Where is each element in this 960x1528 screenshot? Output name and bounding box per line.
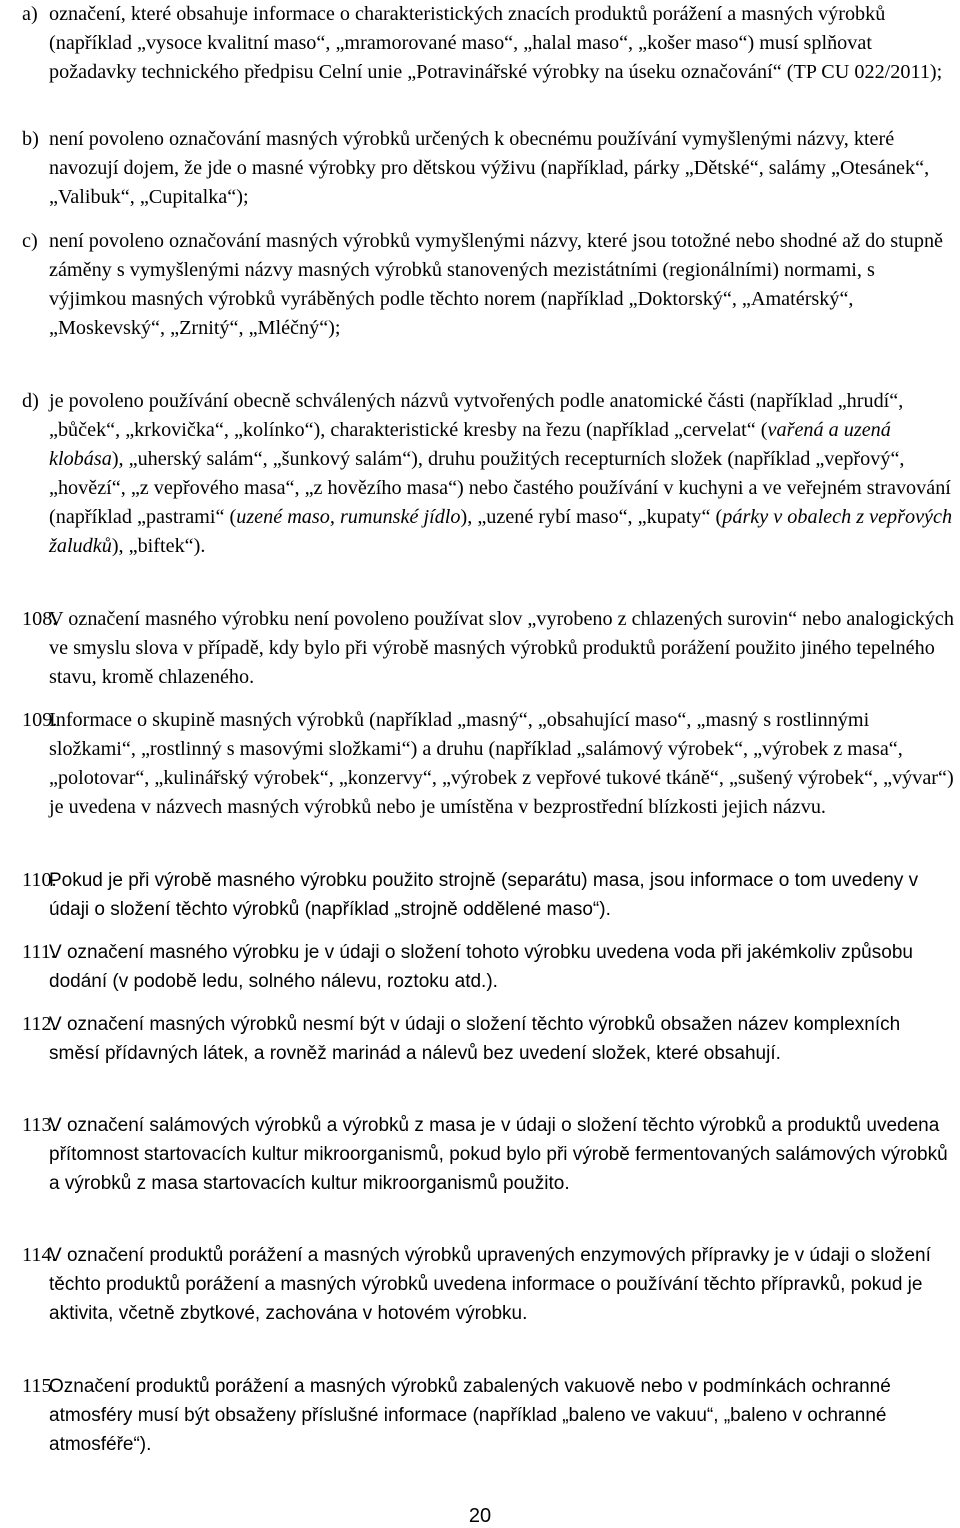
item-number: 112. bbox=[22, 1013, 57, 1035]
item-text: označení, které obsahuje informace o charakteristických znacích produktů porážení a masných výrobků (například „vysoce kvalitní maso“, „mramorované maso“, „halal maso“, „košer maso“) musí splňovat požadavky technického předpisu Celní unie „Potravinářské výrobky na úseku označování“ (TP CU 022/2011); bbox=[49, 3, 943, 84]
numbered-item-112 bbox=[22, 1010, 956, 1068]
item-label: b) bbox=[22, 128, 39, 150]
item-label: c) bbox=[22, 230, 38, 252]
numbered-item-110 bbox=[22, 866, 956, 924]
item-number: 108. bbox=[22, 608, 58, 630]
item-number: 111. bbox=[22, 941, 56, 963]
numbered-item-109 bbox=[22, 706, 956, 822]
item-number: 115. bbox=[22, 1375, 57, 1397]
text-segment: ), „biftek“). bbox=[111, 535, 206, 558]
numbered-item-111 bbox=[22, 938, 956, 996]
list-item-c bbox=[22, 227, 956, 343]
text-segment: ), „uzené rybí maso“, „kupaty“ ( bbox=[460, 506, 723, 529]
text-segment: je povoleno používání obecně schválených názvů vytvořených podle anatomické části (například „hrudí“, „bůček“, „krkovička“, „kolínko“), charakteristické kresby na řezu (například „cervelat“ ( bbox=[49, 390, 904, 442]
numbered-item-114 bbox=[22, 1241, 956, 1328]
text-segment: ), „uherský salám“, „šunkový salám“), druhu použitých recepturních složek (například „vepřový“, „hovězí“, „z vepřového masa“, „z hovězího masa“) nebo častého používání v kuchyni a ve veřejném stravování (například „pastrami“ ( bbox=[49, 448, 951, 529]
item-text: Pokud je při výrobě masného výrobku použito strojně (separátu) masa, jsou informace o tom uvedeny v údaji o složení těchto výrobků (například „strojně oddělené maso“). bbox=[49, 870, 919, 921]
item-number: 109. bbox=[22, 709, 58, 731]
item-text: V označení produktů porážení a masných výrobků upravených enzymových přípravky je v údaji o složení těchto produktů porážení a masných výrobků uvedena informace o používání těchto přípravků, pokud je aktivita, včetně zbytkové, zachována v hotovém výrobku. bbox=[49, 1245, 931, 1325]
item-text: V označení masného výrobku není povoleno používat slov „vyrobeno z chlazených surovin“ nebo analogických ve smyslu slova v případě, kdy bylo při výrobě masných výrobků produktů porážení použito jiného tepelného stavu, kromě chlazeného. bbox=[49, 608, 954, 689]
item-label: a) bbox=[22, 3, 38, 25]
numbered-item-113 bbox=[22, 1111, 956, 1198]
list-item-a bbox=[22, 0, 956, 87]
item-text: V označení masných výrobků nesmí být v údaji o složení těchto výrobků obsažen název komplexních směsí přídavných látek, a rovněž marinád a nálevů bez uvedení složek, které obsahují. bbox=[49, 1014, 901, 1065]
item-text: Informace o skupině masných výrobků (například „masný“, „obsahující maso“, „masný s rostlinnými složkami“, „rostlinný s masovými složkami“) a druhu (například „salámový výrobek“, „výrobek z masa“, „polotovar“, „kulinářský výrobek“, „konzervy“, „výrobek z vepřové tukové tkáně“, „sušený výrobek“, „vývar“) je uvedena v názvech masných výrobků nebo je umístěna v bezprostřední blízkosti jejich názvu. bbox=[49, 709, 954, 819]
item-label: d) bbox=[22, 390, 39, 412]
item-text: není povoleno označování masných výrobků určených k obecnému používání vymyšlenými názvy, které navozují dojem, že jde o masné výrobky pro dětskou výživu (například, párky „Dětské“, salámy „Otesánek“, „Valibuk“, „Cupitalka“); bbox=[49, 128, 930, 209]
item-text: není povoleno označování masných výrobků vymyšlenými názvy, které jsou totožné nebo shodné až do stupně záměny s vymyšlenými názvy masných výrobků stanovených mezistátními (regionálními) normami, s výjimkou masných výrobků vyráběných podle těchto norem (například „Doktorský“, „Amatérský“, „Moskevský“, „Zrnitý“, „Mléčný“); bbox=[49, 230, 944, 340]
numbered-item-108 bbox=[22, 605, 956, 692]
italic-segment: uzené maso, rumunské jídlo bbox=[236, 506, 461, 529]
item-number: 114. bbox=[22, 1244, 57, 1266]
list-item-d bbox=[22, 387, 956, 562]
item-text: V označení masného výrobku je v údaji o složení tohoto výrobku uvedena voda při jakémkoliv způsobu dodání (v podobě ledu, solného nálevu, roztoku atd.). bbox=[49, 942, 913, 993]
italic-segment: vařená a uzená klobása bbox=[49, 419, 891, 471]
item-number: 113. bbox=[22, 1114, 57, 1136]
item-text bbox=[49, 387, 956, 562]
list-item-b bbox=[22, 125, 956, 212]
numbered-item-115 bbox=[22, 1372, 956, 1459]
page-number: 20 bbox=[468, 1505, 492, 1527]
item-text: V označení salámových výrobků a výrobků z masa je v údaji o složení těchto výrobků a produktů uvedena přítomnost startovacích kultur mikroorganismů, pokud bylo při výrobě fermentovaných salámových výrobků a výrobků z masa startovacích kultur mikroorganismů použito. bbox=[49, 1115, 948, 1195]
item-number: 110. bbox=[22, 869, 57, 891]
item-text: Označení produktů porážení a masných výrobků zabalených vakuově nebo v podmínkách ochranné atmosféry musí být obsaženy příslušné informace (například „baleno ve vakuu“, „baleno v ochranné atmosféře“). bbox=[49, 1376, 891, 1456]
italic-segment: párky v obalech z vepřových žaludků bbox=[49, 506, 953, 558]
